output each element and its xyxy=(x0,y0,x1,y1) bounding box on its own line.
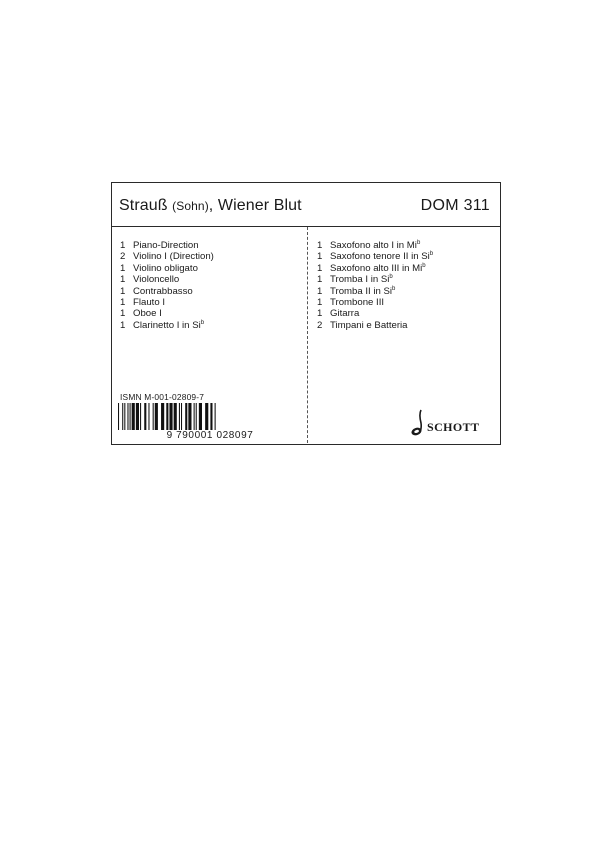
card-header xyxy=(112,183,500,227)
part-name-text: Saxofono alto I in Mi xyxy=(330,240,417,251)
part-quantity: 1 xyxy=(317,262,323,274)
part-quantity: 1 xyxy=(120,262,126,274)
part-name xyxy=(330,297,384,308)
part-quantity: 1 xyxy=(317,308,323,320)
part-quantity: 1 xyxy=(317,240,323,251)
barcode-bar xyxy=(174,403,177,433)
flat-sign: b xyxy=(389,274,393,281)
publisher-name: SCHOTT xyxy=(427,420,480,434)
barcode-bar xyxy=(153,403,154,433)
part-item xyxy=(120,251,214,262)
part-item xyxy=(317,240,433,251)
barcode-bar xyxy=(144,403,146,433)
ismn-code: ISMN M-001-02809-7 xyxy=(120,392,205,402)
part-quantity: 1 xyxy=(120,274,126,286)
composer-note: (Sohn) xyxy=(172,199,209,213)
part-name xyxy=(330,240,420,251)
part-name-text: Violino obligato xyxy=(133,262,198,274)
barcode-bar xyxy=(205,403,208,433)
part-name-text: Tromba I in Si xyxy=(330,274,390,286)
barcode-bar xyxy=(148,403,149,433)
flat-sign: b xyxy=(392,285,396,292)
barcode-bar xyxy=(215,403,216,433)
part-item xyxy=(317,286,433,297)
barcode-digits: 9 790001 028097 xyxy=(116,430,304,442)
part-name xyxy=(330,263,426,274)
part-name xyxy=(330,286,395,297)
parts-list-left xyxy=(120,240,214,331)
part-item xyxy=(317,274,433,285)
barcode-bar xyxy=(199,403,202,433)
work-title xyxy=(119,197,302,215)
work-name: , Wiener Blut xyxy=(208,197,302,214)
part-name xyxy=(133,297,165,308)
part-quantity: 2 xyxy=(317,319,323,331)
barcode xyxy=(116,403,304,433)
part-name-text: Tromba II in Si xyxy=(330,285,393,297)
part-name-text: Saxofono alto III in Mi xyxy=(330,262,423,274)
barcode-bar xyxy=(179,403,180,433)
part-name-text: Saxofono tenore II in Si xyxy=(330,251,430,263)
part-quantity: 1 xyxy=(120,297,126,309)
part-item xyxy=(120,308,214,319)
flat-sign: b xyxy=(416,240,421,246)
barcode-bar xyxy=(136,403,139,433)
publisher-logo xyxy=(410,409,479,437)
barcode-bar xyxy=(122,403,123,433)
parts-list-card xyxy=(111,182,501,445)
part-item xyxy=(120,286,214,297)
part-name xyxy=(133,263,198,274)
part-quantity: 1 xyxy=(317,285,323,297)
part-item xyxy=(120,297,214,308)
composer-name: Strauß xyxy=(119,197,168,214)
part-name xyxy=(133,320,204,331)
barcode-bar xyxy=(169,403,172,433)
publisher-note-icon xyxy=(410,409,426,437)
part-name-text: Contrabbasso xyxy=(133,285,193,297)
part-name xyxy=(330,274,393,285)
barcode-bar xyxy=(188,403,191,433)
barcode-bar xyxy=(181,403,182,433)
part-name xyxy=(133,274,179,285)
part-item xyxy=(317,251,433,262)
barcode-bar xyxy=(127,403,128,433)
part-item xyxy=(317,263,433,274)
barcode-bar xyxy=(161,403,164,433)
barcode-bar xyxy=(155,403,158,433)
part-name-text: Violoncello xyxy=(133,274,180,286)
part-name-text: Trombone III xyxy=(330,297,385,309)
part-quantity: 1 xyxy=(120,319,126,331)
barcode-bar xyxy=(124,403,125,433)
part-name-text: Clarinetto I in Si xyxy=(133,319,201,331)
column-divider xyxy=(307,227,308,443)
part-quantity: 1 xyxy=(120,285,126,297)
part-name-text: Piano-Direction xyxy=(133,240,199,251)
barcode-bar xyxy=(166,403,168,433)
part-item xyxy=(120,240,214,251)
part-item xyxy=(317,308,433,319)
part-quantity: 1 xyxy=(120,308,126,320)
part-item xyxy=(120,263,214,274)
flat-sign: b xyxy=(200,319,205,326)
part-quantity: 1 xyxy=(120,240,126,251)
part-name xyxy=(330,320,408,331)
barcode-bar xyxy=(194,403,195,433)
part-item xyxy=(120,320,214,331)
barcode-bar xyxy=(130,403,131,433)
barcode-bar xyxy=(196,403,197,433)
part-name xyxy=(133,240,199,251)
flat-sign: b xyxy=(429,251,434,258)
part-item xyxy=(317,320,433,331)
part-name-text: Flauto I xyxy=(133,297,165,309)
part-name-text: Oboe I xyxy=(133,308,162,320)
part-quantity: 1 xyxy=(317,251,323,263)
barcode-bar xyxy=(210,403,212,433)
part-name-text: Violino I (Direction) xyxy=(133,251,214,263)
catalog-number: DOM 311 xyxy=(420,197,490,214)
part-item xyxy=(317,297,433,308)
part-name xyxy=(330,308,359,319)
flat-sign: b xyxy=(422,262,426,269)
part-item xyxy=(120,274,214,285)
barcode-bar xyxy=(118,403,119,433)
barcode-bar xyxy=(185,403,187,433)
barcode-bar xyxy=(132,403,135,433)
part-quantity: 2 xyxy=(120,251,126,263)
parts-list-right xyxy=(317,240,433,331)
part-quantity: 1 xyxy=(317,297,323,309)
part-name-text: Gitarra xyxy=(330,308,360,320)
part-name xyxy=(330,251,433,262)
part-name-text: Timpani e Batteria xyxy=(330,319,408,331)
part-name xyxy=(133,251,214,262)
barcode-bar xyxy=(140,403,141,433)
part-name xyxy=(133,308,162,319)
part-name xyxy=(133,286,193,297)
part-quantity: 1 xyxy=(317,274,323,286)
